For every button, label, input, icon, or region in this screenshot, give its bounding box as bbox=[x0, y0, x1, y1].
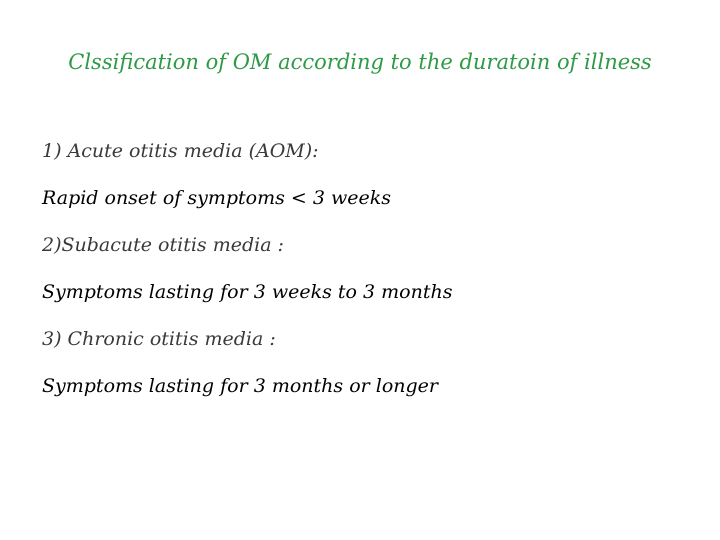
chronic-om-description: Symptoms lasting for 3 months or longer bbox=[42, 375, 438, 397]
subacute-om-description: Symptoms lasting for 3 weeks to 3 months bbox=[42, 281, 453, 303]
subacute-om-heading: 2)Subacute otitis media : bbox=[42, 234, 284, 256]
slide-title: Clssification of OM according to the duratoin of illness bbox=[68, 50, 652, 74]
acute-om-heading: 1) Acute otitis media (AOM): bbox=[42, 140, 319, 162]
acute-om-description: Rapid onset of symptoms < 3 weeks bbox=[42, 187, 392, 209]
slide-body bbox=[42, 128, 692, 410]
chronic-om-heading: 3) Chronic otitis media : bbox=[42, 328, 276, 350]
